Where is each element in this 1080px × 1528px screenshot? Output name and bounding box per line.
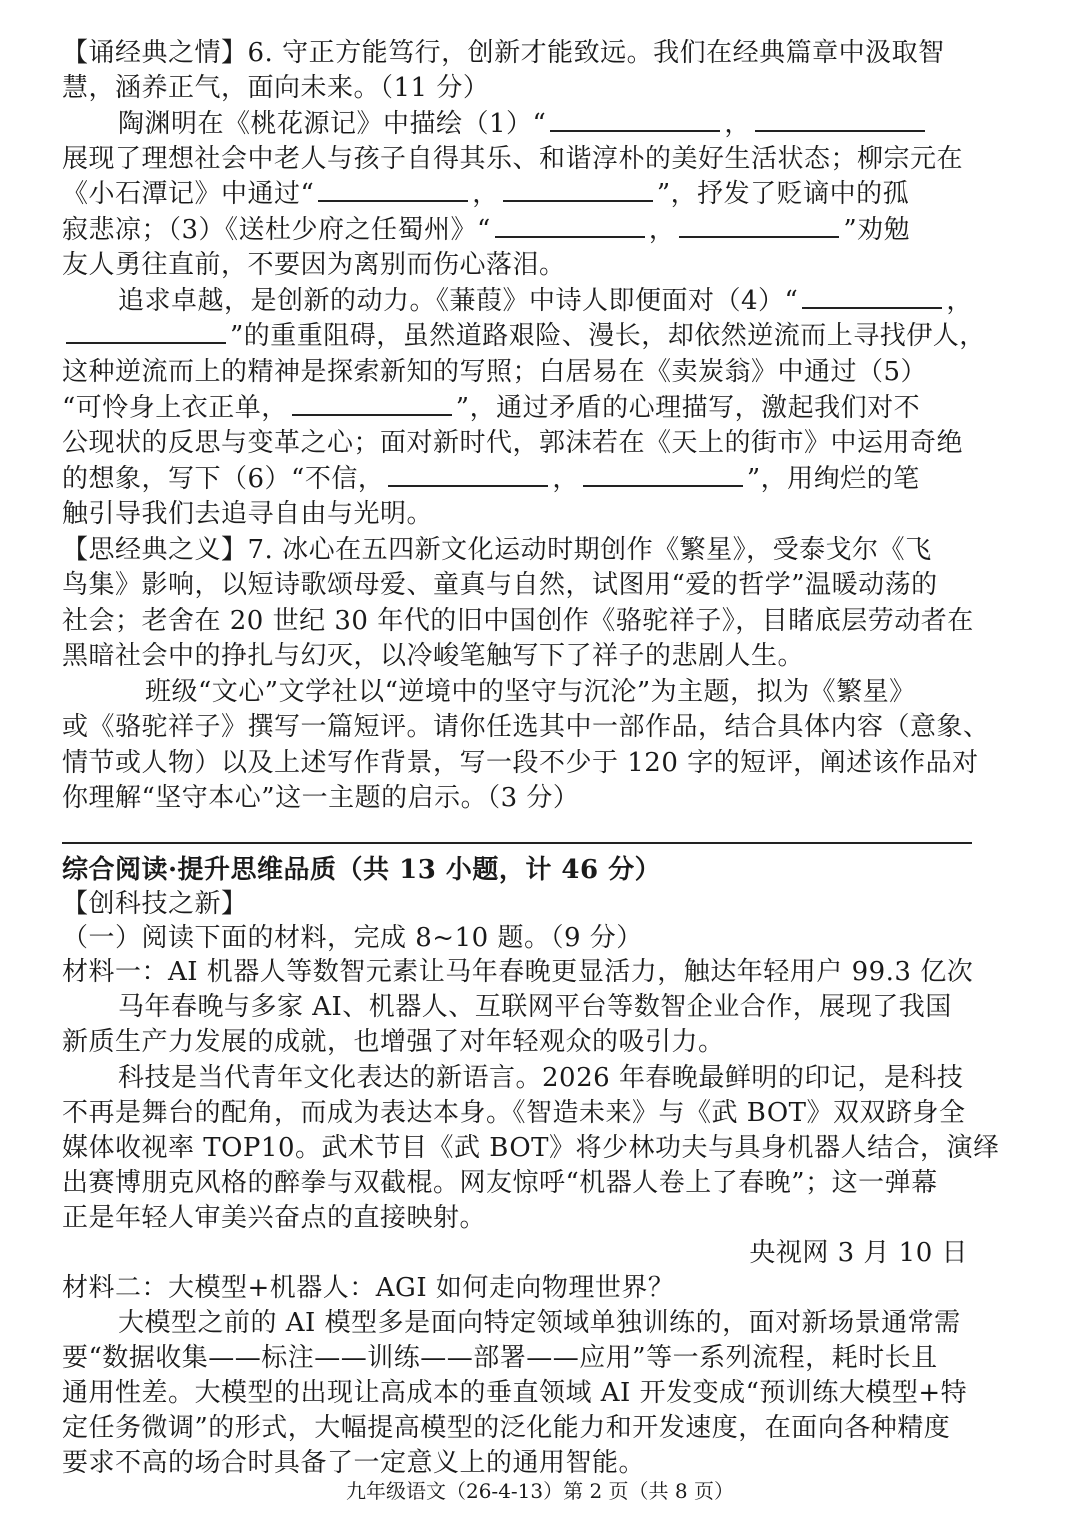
material-1-line: 出赛博朋克风格的醉拳与双截棍。网友惊呼“机器人卷上了春晚”；这一弹幕: [62, 1168, 938, 1198]
blank-2b[interactable]: [503, 176, 653, 202]
reading-instruction: （一）阅读下面的材料，完成 8~10 题。（9 分）: [62, 923, 643, 953]
material-1-line: 不再是舞台的配角，而成为表达本身。《智造未来》与《武 BOT》双双跻身全: [62, 1098, 966, 1128]
q7-line-2: 鸟集》影响，以短诗歌颂母爱、童真与自然，试图用“爱的哲学”温暖动荡的: [62, 570, 938, 600]
blank-1a[interactable]: [550, 106, 720, 132]
material-2-line: 定任务微调”的形式，大幅提高模型的泛化能力和开发速度，在面向各种精度: [62, 1413, 951, 1443]
q6-line-7: 友人勇往直前，不要因为离别而伤心落泪。: [62, 250, 566, 280]
q7-line-3: 社会；老舍在 20 世纪 30 年代的旧中国创作《骆驼祥子》，目睹底层劳动者在: [62, 606, 974, 636]
blank-6a[interactable]: [388, 461, 548, 487]
material-1-source: 央视网 3 月 10 日: [749, 1238, 968, 1268]
q6-line-9: ”的重重阻碍，虽然道路艰险、漫长，却依然逆流而上寻找伊人，: [62, 318, 992, 354]
material-2-line: 要求不高的场合时具备了一定意义上的通用智能。: [62, 1448, 646, 1478]
q7-line-7: 情节或人物）以及上述写作背景，写一段不少于 120 字的短评，阐述该作品对: [62, 748, 979, 778]
material-1-line: 媒体收视率 TOP10。武术节目《武 BOT》将少林功夫与具身机器人结合，演绎: [62, 1133, 1000, 1163]
q6-line-6: 寂悲凉；（3）《送杜少府之任蜀州》“ ， ”劝勉: [62, 212, 992, 248]
blank-2a[interactable]: [318, 176, 468, 202]
blank-3a[interactable]: [495, 212, 645, 238]
blank-4a[interactable]: [802, 283, 942, 309]
q6-line-5: 《小石潭记》中通过“ ， ”，抒发了贬谪中的孤: [62, 176, 992, 212]
blank-1b[interactable]: [755, 106, 925, 132]
blank-5[interactable]: [292, 390, 452, 416]
material-1-title: 材料一：AI 机器人等数智元素让马年春晚更显活力，触达年轻用户 99.3 亿次: [62, 957, 974, 987]
q6-line-4: 展现了理想社会中老人与孩子自得其乐、和谐淳朴的美好生活状态；柳宗元在: [62, 144, 964, 174]
material-1-line: 新质生产力发展的成就，也增强了对年轻观众的吸引力。: [62, 1027, 725, 1057]
q6-line-2: 慧，涵养正气，面向未来。（11 分）: [62, 73, 490, 103]
reading-subsection: 【创科技之新】: [62, 889, 248, 919]
q6-line-11: “可怜身上衣正单， ”，通过矛盾的心理描写，激起我们对不: [62, 390, 992, 426]
material-2-line: 大模型之前的 AI 模型多是面向特定领域单独训练的，面对新场景通常需: [118, 1308, 961, 1338]
material-2-line: 要“数据收集——标注——训练——部署——应用”等一系列流程，耗时长且: [62, 1343, 938, 1373]
blank-6b[interactable]: [583, 461, 743, 487]
q6-line-8: 追求卓越，是创新的动力。《蒹葭》中诗人即便面对（4）“ ，: [118, 283, 1048, 319]
q7-line-8: 你理解“坚守本心”这一主题的启示。（3 分）: [62, 783, 580, 813]
page-footer: 九年级语文（26-4-13）第 2 页（共 8 页）: [345, 1479, 735, 1503]
q6-line-12: 公现状的反思与变革之心；面对新时代，郭沫若在《天上的街市》中运用奇绝: [62, 428, 964, 458]
material-2-title: 材料二：大模型+机器人：AGI 如何走向物理世界？: [62, 1273, 675, 1303]
material-1-line: 马年春晚与多家 AI、机器人、互联网平台等数智企业合作，展现了我国: [118, 992, 952, 1022]
q7-line-6: 或《骆驼祥子》撰写一篇短评。请你任选其中一部作品，结合具体内容（意象、: [62, 712, 990, 742]
reading-section-title: 综合阅读·提升思维品质（共 13 小题，计 46 分）: [62, 855, 662, 885]
blank-3b[interactable]: [679, 212, 839, 238]
q6-line-1: 【诵经典之情】6. 守正方能笃行，创新才能致远。我们在经典篇章中汲取智: [62, 38, 945, 68]
q7-line-1: 【思经典之义】7. 冰心在五四新文化运动时期创作《繁星》，受泰戈尔《飞: [62, 535, 932, 565]
answer-line[interactable]: [62, 842, 972, 844]
q7-line-5: 班级“文心”文学社以“逆境中的坚守与沉沦”为主题，拟为《繁星》: [145, 677, 916, 707]
material-2-line: 通用性差。大模型的出现让高成本的垂直领域 AI 开发变成“预训练大模型+特: [62, 1378, 968, 1408]
blank-4b[interactable]: [66, 318, 226, 344]
material-1-line: 正是年轻人审美兴奋点的直接映射。: [62, 1203, 487, 1233]
q6-line-14: 触引导我们去追寻自由与光明。: [62, 499, 434, 529]
q6-line-10: 这种逆流而上的精神是探索新知的写照；白居易在《卖炭翁》中通过（5）: [62, 357, 928, 387]
q7-line-4: 黑暗社会中的挣扎与幻灭，以冷峻笔触写下了祥子的悲剧人生。: [62, 641, 805, 671]
q6-line-3: 陶渊明在《桃花源记》中描绘（1）“ ，: [118, 106, 1048, 142]
material-1-line: 科技是当代青年文化表达的新语言。2026 年春晚最鲜明的印记，是科技: [118, 1063, 964, 1093]
q6-line-13: 的想象，写下（6）“不信， ， ”，用绚烂的笔: [62, 461, 992, 497]
